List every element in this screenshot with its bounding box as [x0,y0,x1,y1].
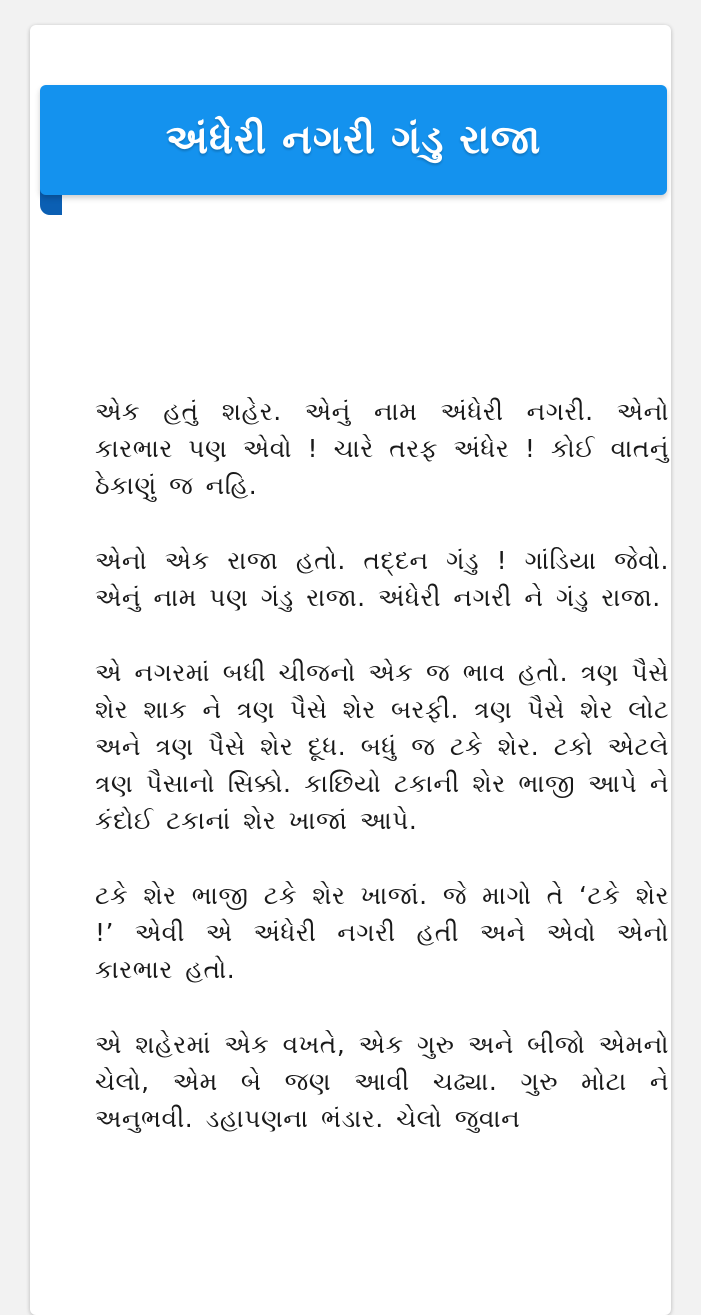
paragraph-1: એક હતું શહેર. એનું નામ અંધેરી નગરી. એનો કારભાર પણ એવો ! ચારે તરફ અંધેર ! કોઈ વાતનું ઠેકાણું જ નહિ. [95,397,669,500]
story-card [30,25,671,1315]
paragraph-3: એ નગરમાં બધી ચીજનો એક જ ભાવ હતો. ત્રણ પૈસે શેર શાક ને ત્રણ પૈસે શેર બરફી. ત્રણ પૈસે શેર લોટ અને ત્રણ પૈસે શેર દૂધ. બધું જ ટકે શેર. ટકો એટલે ત્રણ પૈસાનો સિક્કો. કાછિયો ટકાની શેર ભાજી આપે ને કંદોઈ ટકાનાં શેર ખાજાં આપે. [95,658,669,835]
story-body [95,393,669,1175]
story-title: અંધેરી નગરી ગંડુ રાજા [165,117,542,163]
paragraph-4: ટકે શેર ભાજી ટકે શેર ખાજાં. જે માગો તે ‘ટકે શેર !’ એવી એ અંધેરી નગરી હતી અને એવો એનો કારભાર હતો. [95,881,669,984]
paragraph-2: એનો એક રાજા હતો. તદ્દન ગંડુ ! ગાંડિયા જેવો. એનું નામ પણ ગંડુ રાજા. અંધેરી નગરી ને ગંડુ રાજા. [95,546,669,612]
paragraph-5: એ શહેરમાં એક વખતે, એક ગુરુ અને બીજો એમનો ચેલો, એમ બે જણ આવી ચઢ્યા. ગુરુ મોટા ને અનુભવી. ડહાપણના ભંડાર. ચેલો જુવાન [95,1030,669,1133]
title-banner [40,85,667,195]
